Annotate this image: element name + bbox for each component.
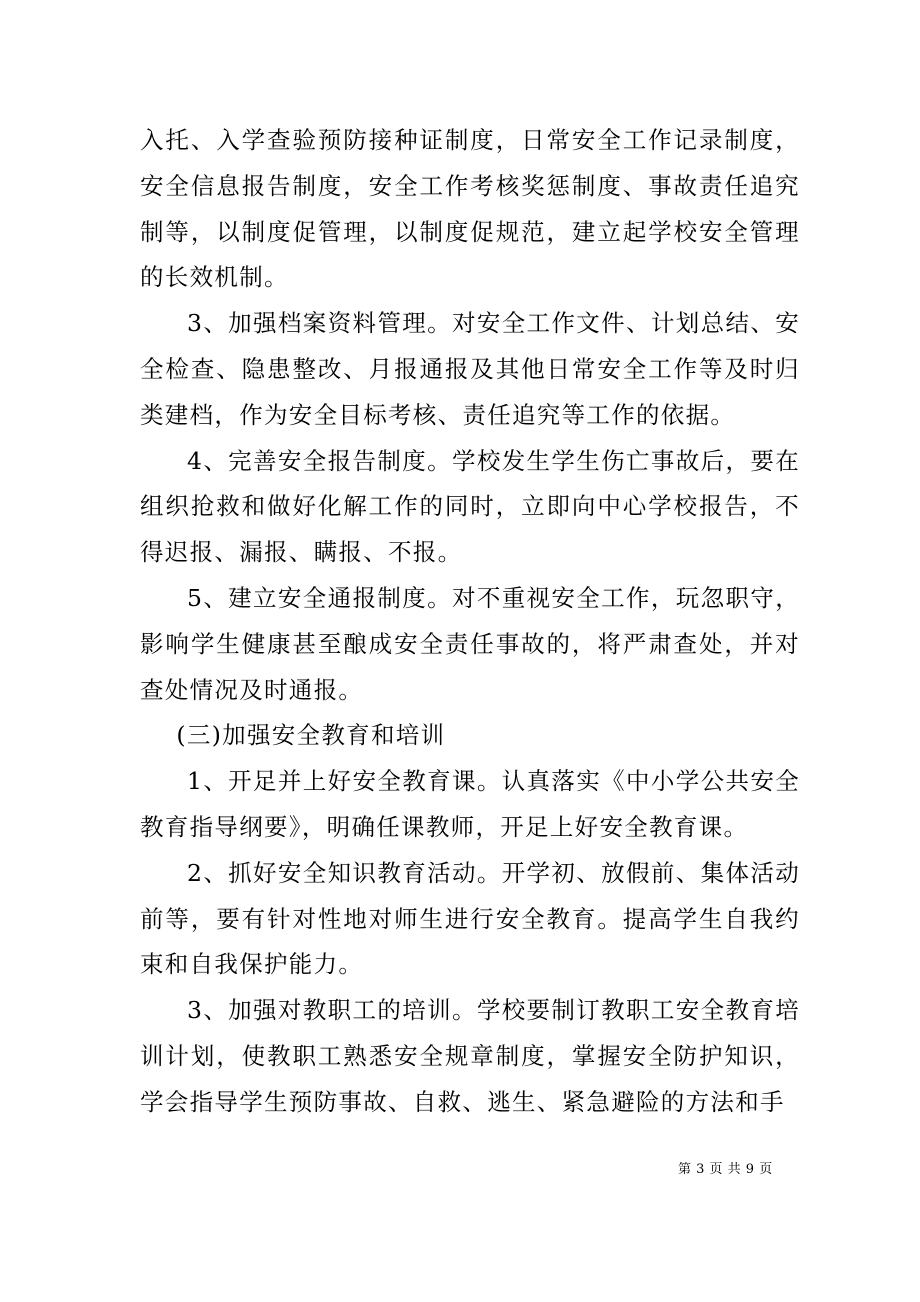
paragraph-staff-training: 3、加强对教职工的培训。学校要制订教职工安全教育培训计划，使教职工熟悉安全规章制度，掌握安全防护知识，学会指导学生预防事故、自救、逃生、紧急避险的方法和手 (140, 996, 800, 1116)
page-number-footer: 第 3 页 共 9 页 (678, 1162, 773, 1177)
section-heading-education-training: (三)加强安全教育和培训 (176, 721, 446, 750)
paragraph-archive-management: 3、加强档案资料管理。对安全工作文件、计划总结、安全检查、隐患整改、月报通报及其他日常安全工作等及时归类建档，作为安全目标考核、责任追究等工作的依据。 (140, 309, 800, 429)
paragraph-safety-report: 4、完善安全报告制度。学校发生学生伤亡事故后，要在组织抢救和做好化解工作的同时，立即向中心学校报告，不得迟报、漏报、瞒报、不报。 (140, 446, 800, 567)
document-body (140, 118, 800, 1126)
paragraph-knowledge-activities: 2、抓好安全知识教育活动。开学初、放假前、集体活动前等，要有针对性地对师生进行安全教育。提高学生自我约束和自我保护能力。 (140, 858, 800, 979)
paragraph-continuation: 入托、入学查验预防接种证制度，日常安全工作记录制度，安全信息报告制度，安全工作考核奖惩制度、事故责任追究制等，以制度促管理，以制度促规范，建立起学校安全管理的长效机制。 (140, 126, 800, 292)
paragraph-education-course: 1、开足并上好安全教育课。认真落实《中小学公共安全教育指导纲要》，明确任课教师，开足上好安全教育课。 (140, 767, 800, 841)
paragraph-safety-notice: 5、建立安全通报制度。对不重视安全工作，玩忽职守，影响学生健康甚至酿成安全责任事故的，将严肃查处，并对查处情况及时通报。 (140, 583, 800, 704)
